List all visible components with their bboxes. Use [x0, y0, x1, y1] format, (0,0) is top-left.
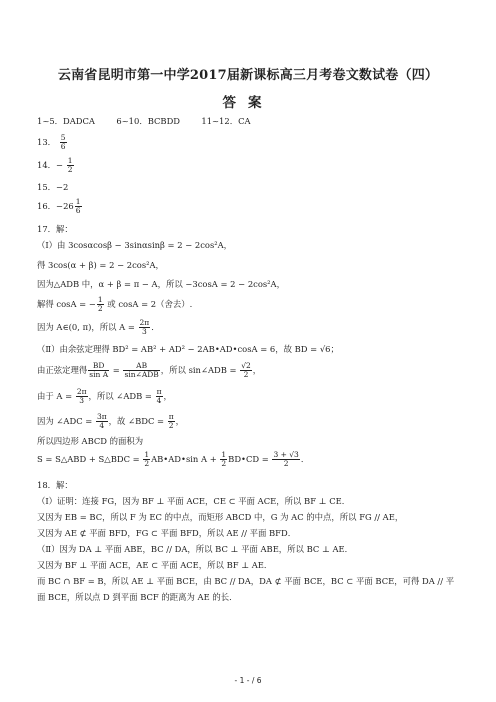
answer-11-12: 11~12．CA — [201, 116, 251, 126]
answer-16: 16．−26 $\frac{1}{6}$ — [37, 197, 81, 215]
q17-line-4: 解得 cosA = − $\frac{1}{2}$ 或 cosA = 2（舍去）. — [37, 295, 193, 313]
document-title: 云南省昆明市第一中学2017届新课标高三月考卷文数试卷（四） — [57, 68, 439, 83]
q18-line-1: （Ⅰ）证明：连接 FG，因为 BF ⊥ 平面 ACE，CE ⊂ 平面 ACE，所以 BF ⊥ CE． — [37, 496, 351, 506]
q17-line-6: （Ⅱ）由余弦定理得 BD² = AB² + AD² − 2AB•AD•cosA = 6，故 BD = √6； — [37, 344, 339, 354]
answer-choices — [37, 116, 476, 127]
answer-6-10: 6~10．BCBDD — [116, 116, 181, 126]
fraction: $\frac{1}{6}$ — [75, 197, 81, 215]
q18-line-5: 又因为 BF ⊥ 平面 ACE，AE ⊂ 平面 ACE，所以 BF ⊥ AE． — [37, 560, 273, 570]
q17-line-8: 由于 A = $\frac{2\pi}{3}$ ，所以 ∠ADB = $\frac{\pi}{4}$ ， — [37, 387, 172, 405]
answer-15: 15．−2 — [37, 182, 69, 192]
question-17-heading: 17．解： — [37, 224, 73, 234]
q18-line-7: 面 BCE，所以点 D 到平面 BCF 的距离为 AE 的长． — [37, 592, 238, 602]
q18-line-4: （Ⅱ）因为 DA ⊥ 平面 ABE，BC // DA，所以 BC ⊥ 平面 ABE，所以 BC ⊥ AE． — [37, 544, 354, 554]
answer-13: 13． $\frac{5}{6}$ — [37, 133, 66, 151]
q18-line-2: 又因为 EB = BC，所以 F 为 EC 的中点，而矩形 ABCD 中，G 为 AC 的中点，所以 FG // AE， — [37, 512, 404, 522]
q17-line-5: 因为 A∈(0, π)，所以 A = $\frac{2\pi}{3}$ ． — [37, 318, 160, 336]
q18-line-6: 而 BC ∩ BF = B，所以 AE ⊥ 平面 BCE，由 BC // DA，DA ⊄ 平面 BCE，BC ⊂ 平面 BCE，可得 DA // 平 — [37, 576, 455, 586]
q17-line-7: 由正弦定理得 $\frac{BD}{\text{sin A}}$ = $\frac{AB}{\text{sin∠ADB}}$ ，所以 sin∠ADB = $\frac{√2}{2}$ ， — [37, 361, 262, 379]
q18-line-3: 又因为 AE ⊄ 平面 BFD，FG ⊂ 平面 BFD，所以 AE // 平面 BFD． — [37, 528, 297, 538]
q17-line-9: 因为 ∠ADC = $\frac{3\pi}{4}$ ，故 ∠BDC = $\frac{\pi}{2}$ ， — [37, 412, 185, 430]
q17-line-2: 得 3cos(α + β) = 2 − 2cos²A， — [37, 260, 164, 270]
q17-line-3: 因为△ADB 中，α + β = π − A，所以 −3cosA = 2 − 2cos²A， — [37, 279, 285, 289]
page-footer: - 1 - / 6 — [234, 676, 262, 685]
fraction: $\frac{5}{6}$ — [60, 133, 66, 151]
q17-line-1: （Ⅰ）由 3cosαcosβ − 3sinαsinβ = 2 − 2cos²A， — [37, 240, 233, 250]
answer-1-5: 1~5．DADCA — [37, 116, 95, 126]
question-18-heading: 18．解： — [37, 480, 73, 490]
fraction: $\frac{1}{2}$ — [67, 156, 73, 174]
document-subtitle: 答案 — [222, 95, 274, 111]
q17-line-10: 所以四边形 ABCD 的面积为 — [37, 436, 144, 446]
answer-14: 14．− $\frac{1}{2}$ — [37, 156, 73, 174]
q17-line-11: S = S△ABD + S△BDC = $\frac{1}{2}$ AB•AD•sin A + $\frac{1}{2}$ BD•CD = $\frac{3 + √3}{2}$ ． — [37, 450, 310, 468]
